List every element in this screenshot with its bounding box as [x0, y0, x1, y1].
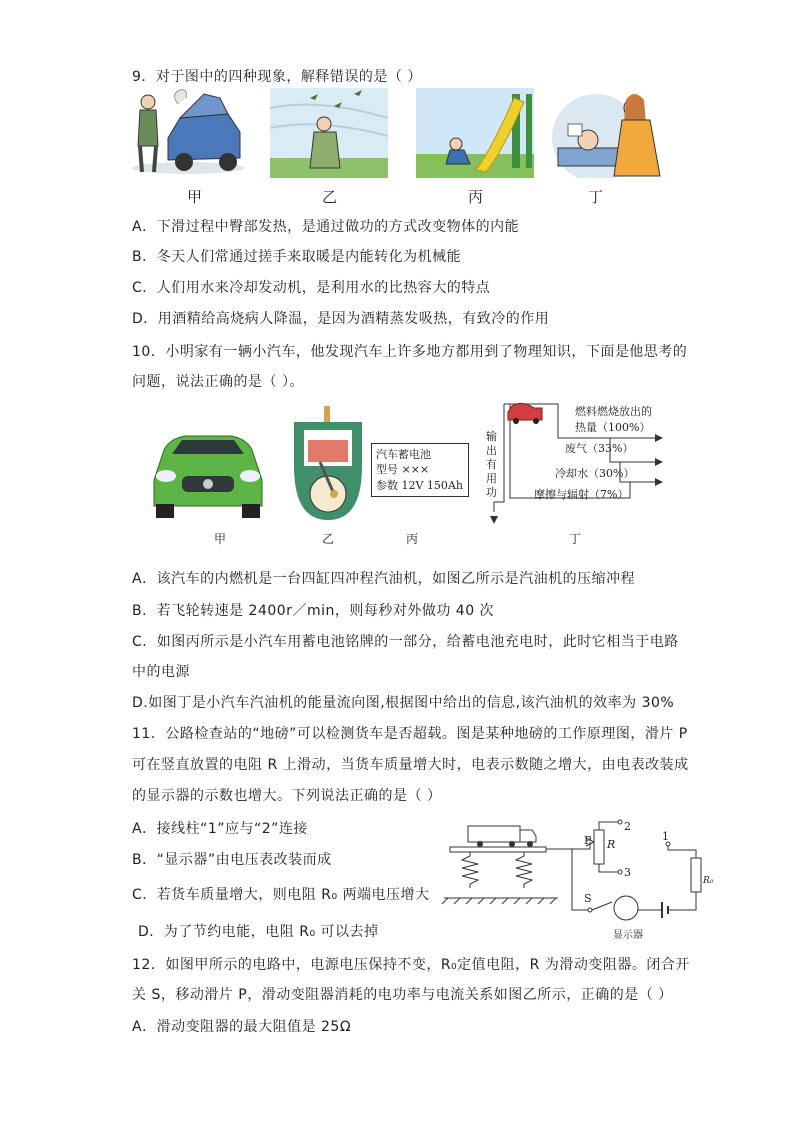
q10-caption-ding: 丁 [569, 532, 582, 546]
q12-stem-line2: 关 S，移动滑片 P，滑动变阻器消耗的电功率与电流关系如图乙所示，正确的是（ ） [132, 987, 673, 1003]
circuit-label-r0: R₀ [703, 876, 714, 886]
q10-image-engine [290, 406, 366, 524]
q11-option-c: C．若货车质量增大，则电阻 R₀ 两端电压增大 [132, 887, 430, 903]
circuit-label-display: 显示器 [613, 930, 643, 941]
energy-waste-gas: 废气（33%） [565, 442, 634, 455]
q11-stem-line1: 11．公路检查站的“地磅”可以检测货车是否超载。图是某种地磅的工作原理图，滑片 P [132, 726, 688, 742]
energy-cooling-water: 冷却水（30%） [555, 467, 635, 480]
output-char: 有 [486, 458, 497, 471]
output-char: 用 [486, 472, 497, 485]
q9-caption-bing: 丙 [468, 188, 484, 206]
q10-caption-bing: 丙 [406, 532, 419, 546]
q10-stem-line1: 10．小明家有一辆小汽车，他发现汽车上许多地方都用到了物理知识，下面是他思考的 [132, 344, 688, 360]
q9-option-c: C．人们用水来冷却发动机，是利用水的比热容大的特点 [132, 280, 491, 296]
q10-option-c-cont: 中的电源 [132, 664, 190, 680]
circuit-label-s: S [584, 892, 592, 905]
q9-image-yi [270, 88, 388, 178]
q10-caption-jia: 甲 [214, 532, 227, 546]
output-char: 输 [486, 430, 497, 443]
q9-option-a: A．下滑过程中臀部发热，是通过做功的方式改变物体的内能 [132, 219, 520, 235]
q9-caption-yi: 乙 [322, 188, 338, 206]
energy-output-label [486, 430, 498, 500]
q10-battery-nameplate [371, 443, 469, 497]
q11-option-a: A．接线柱“1”应与“2”连接 [132, 821, 308, 837]
circuit-label-p: P [584, 834, 592, 847]
circuit-terminal-1: 1 [662, 830, 669, 843]
q9-caption-jia: 甲 [187, 188, 203, 206]
q11-option-d: D．为了节约电能，电阻 R₀ 可以去掉 [138, 924, 379, 940]
q9-caption-ding: 丁 [588, 188, 604, 206]
q10-option-c: C．如图丙所示是小汽车用蓄电池铭牌的一部分，给蓄电池充电时，此时它相当于电路 [132, 634, 679, 650]
output-char: 出 [486, 444, 497, 457]
energy-friction: 摩擦与辐射（7%） [534, 488, 629, 501]
circuit-terminal-2: 2 [624, 820, 631, 833]
q12-option-a: A．滑动变阻器的最大阻值是 25Ω [132, 1019, 352, 1035]
battery-params: 参数 12V 150Ah [376, 479, 463, 492]
q10-caption-yi: 乙 [322, 532, 335, 546]
circuit-label-r: R [607, 838, 616, 851]
q9-option-b: B．冬天人们常通过搓手来取暖是内能转化为机械能 [132, 249, 462, 265]
q9-stem: 9．对于图中的四种现象，解释错误的是（ ） [132, 69, 422, 85]
q10-option-b: B．若飞轮转速是 2400r／min，则每秒对外做功 40 次 [132, 603, 495, 619]
circuit-terminal-3: 3 [624, 866, 631, 879]
q10-option-d: D.如图丁是小汽车汽油机的能量流向图,根据图中给出的信息,该汽油机的效率为 30% [132, 695, 675, 711]
q9-option-d: D．用酒精给高烧病人降温，是因为酒精蒸发吸热，有致冷的作用 [132, 311, 550, 327]
q9-image-jia [128, 88, 246, 178]
q9-image-bing [416, 88, 534, 178]
q10-image-car [146, 410, 270, 522]
q11-stem-line3: 的显示器的示数也增大。下列说法正确的是（ ） [132, 788, 442, 804]
battery-model: 型号 ××× [376, 463, 430, 476]
energy-total-line2: 热量（100%） [575, 421, 651, 434]
q9-image-ding [550, 88, 668, 178]
output-char: 功 [486, 486, 497, 499]
energy-total-line1: 燃料燃烧放出的 [575, 405, 652, 418]
q11-stem-line2: 可在竖直放置的电阻 R 上滑动，当货车质量增大时，电表示数随之增大，由电表改装成 [132, 757, 689, 773]
q11-option-b: B．“显示器”由电压表改装而成 [132, 852, 332, 868]
battery-title: 汽车蓄电池 [376, 448, 431, 461]
q10-stem-line2: 问题，说法正确的是（ ）。 [132, 374, 304, 390]
q11-weighbridge-circuit [440, 818, 720, 938]
q12-stem-line1: 12．如图甲所示的电路中，电源电压保持不变，R₀定值电阻，R 为滑动变阻器。闭合开 [132, 957, 690, 973]
q10-option-a: A．该汽车的内燃机是一台四缸四冲程汽油机，如图乙所示是汽油机的压缩冲程 [132, 571, 636, 587]
